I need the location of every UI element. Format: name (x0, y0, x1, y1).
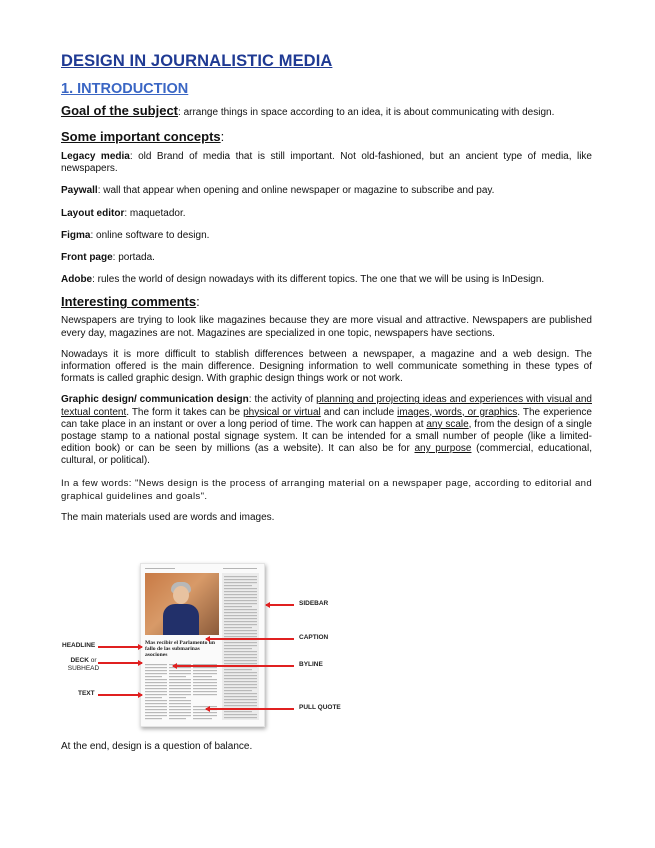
definition-front-page (61, 252, 592, 264)
newspaper-text-line (193, 712, 217, 713)
label-subhead: SUBHEAD (67, 665, 100, 672)
comments-paragraph-2: Nowadays it is more difficult to stablish differences between a newspaper, a magazine and a web design. The information offered is the main difference. Designing information to well communicate something in these types of formats is called graphic design. With graphic design things work or not work. (61, 348, 592, 385)
newspaper-headline: Mas recibir el Parlamento un fallo de las submarinas asociones (145, 640, 216, 658)
definition-paywall (61, 185, 592, 197)
newspaper-text-line (169, 679, 191, 680)
newspaper-text-line (169, 685, 191, 686)
newspaper-text-line (145, 691, 167, 692)
byline-arrow (173, 665, 294, 667)
newspaper-text-line (145, 712, 167, 713)
newspaper-text-line (224, 594, 257, 595)
underlined-span: physical or virtual (243, 406, 321, 418)
newspaper-text-line (224, 585, 252, 586)
label-deck: DECK (70, 657, 89, 664)
text-arrow (98, 694, 142, 696)
newspaper-text-line (169, 709, 191, 710)
text-span: . The experience can take place in an instant or over a long period of time. The work can happen at (61, 406, 592, 430)
section-heading: 1. INTRODUCTION (61, 81, 189, 97)
newspaper-text-line (224, 579, 257, 580)
newspaper-text-line (145, 667, 167, 668)
definition-text: : rules the world of design nowadays with its different topics. The one that we will be using is InDesign. (92, 274, 545, 286)
newspaper-text-line (169, 688, 191, 689)
newspaper-text-line (145, 664, 167, 665)
newspaper-text-line (145, 670, 167, 671)
newspaper-text-line (224, 621, 257, 622)
newspaper-text-line (145, 673, 167, 674)
newspaper-text-line (145, 700, 167, 701)
newspaper-text-line (224, 669, 252, 670)
newspaper-text-line (169, 706, 191, 707)
graphic-design-paragraph (61, 394, 592, 467)
newspaper-text-line (224, 714, 257, 715)
text-span: : the activity of (248, 394, 317, 406)
materials-sentence: The main materials used are words and images. (61, 511, 275, 523)
newspaper-text-line (169, 682, 191, 683)
definition-text: : online software to design. (90, 229, 210, 241)
newspaper-text-line (193, 691, 217, 692)
newspaper-text-line (145, 676, 162, 677)
newspaper-text-line (224, 588, 257, 589)
deck-arrow (98, 662, 142, 664)
label-caption: CAPTION (299, 634, 329, 641)
newspaper-text-line (145, 682, 167, 683)
label-headline: HEADLINE (62, 642, 96, 649)
news-design-quote: In a few words: "News design is the process of arranging material on a newspaper page, according to editorial and graphical guidelines and goals". (61, 477, 592, 502)
newspaper-anatomy-figure (56, 563, 356, 729)
caption-arrow (206, 638, 294, 640)
newspaper-text-line (224, 642, 257, 643)
newspaper-text-line (169, 712, 191, 713)
definition-text: : wall that appear when opening and online newspaper or magazine to subscribe and pay. (97, 185, 495, 197)
newspaper-text-line (224, 597, 257, 598)
document-content (61, 52, 592, 524)
newspaper-text-line (169, 670, 191, 671)
newspaper-text-line (224, 600, 257, 601)
newspaper-text-line (145, 679, 167, 680)
label-byline: BYLINE (299, 661, 323, 668)
newspaper-text-line (224, 615, 257, 616)
newspaper-text-line (145, 709, 167, 710)
newspaper-text-line (169, 676, 186, 677)
newspaper-text-line (224, 606, 252, 607)
underlined-span: any scale (426, 418, 469, 430)
newspaper-text-line (193, 718, 212, 719)
definition-term: Paywall (61, 185, 98, 197)
text-span: (commercial, educational, cultural, or political). (61, 443, 592, 467)
definition-text: : maquetador. (124, 207, 186, 219)
newspaper-text-line (169, 703, 191, 704)
headline-arrow (98, 646, 142, 648)
newspaper-text-line (193, 673, 217, 674)
newspaper-text-line (224, 684, 257, 685)
newspaper-text-line (145, 697, 162, 698)
definition-figma (61, 230, 592, 242)
newspaper-text-line (224, 648, 252, 649)
definition-legacy-media (61, 151, 592, 175)
concepts-heading-text: Some important concepts (61, 129, 221, 144)
newspaper-text-line (169, 697, 186, 698)
newspaper-text-line (169, 700, 191, 701)
definition-adobe (61, 274, 592, 286)
newspaper-text-line (193, 715, 217, 716)
newspaper-text-line (224, 696, 257, 697)
definition-term: Front page (61, 252, 113, 264)
label-sidebar: SIDEBAR (299, 600, 329, 607)
newspaper-text-line (193, 682, 217, 683)
newspaper-text-line (224, 612, 257, 613)
newspaper-text-columns (141, 564, 264, 726)
newspaper-text-line (193, 670, 217, 671)
newspaper-text-line (224, 654, 257, 655)
newspaper-text-line (224, 699, 257, 700)
underlined-span: planning and projecting ideas and experiences with visual and textual content (61, 394, 592, 418)
newspaper-text-line (169, 694, 191, 695)
newspaper-text-line (224, 624, 257, 625)
document-title: DESIGN IN JOURNALISTIC MEDIA (61, 52, 333, 70)
sidebar-arrow (266, 604, 294, 606)
newspaper-text-line (169, 691, 191, 692)
newspaper-text-line (224, 678, 257, 679)
newspaper-text-line (193, 685, 217, 686)
goal-text: : arrange things in space according to an idea, it is about communicating with design. (178, 107, 555, 118)
newspaper-text-line (224, 618, 257, 619)
label-pull-quote: PULL QUOTE (299, 704, 341, 711)
newspaper-text-line (224, 576, 257, 577)
newspaper-text-line (145, 688, 167, 689)
comments-heading-text: Interesting comments (61, 294, 197, 310)
newspaper-text-line (224, 705, 257, 706)
newspaper-text-line (224, 582, 257, 583)
label-deck-subhead (66, 657, 101, 673)
newspaper-text-line (224, 630, 257, 631)
comments-paragraph-1: Newspapers are trying to look like magazines because they are more visual and attractive. Newspapers are published every day, magazines are not. Magazines are specialized in one topic, newspapers have sections. (61, 315, 592, 339)
underlined-span: any purpose (414, 443, 472, 455)
newspaper-text-line (224, 681, 257, 682)
newspaper-text-line (169, 718, 186, 719)
newspaper-text-line (224, 633, 257, 634)
newspaper-text-line (224, 717, 257, 718)
closing-sentence: At the end, design is a question of balance. (61, 741, 253, 752)
pull-quote-arrow (206, 708, 294, 710)
newspaper-text-line (145, 706, 167, 707)
newspaper-text-line (224, 672, 257, 673)
newspaper-page-image (140, 563, 265, 727)
text-span: . The form it takes can be (126, 406, 244, 418)
concepts-heading-colon: : (220, 129, 225, 144)
newspaper-text-line (145, 703, 167, 704)
graphic-design-term: Graphic design/ communication design (61, 394, 249, 406)
underlined-span: images, words, or graphics (397, 406, 518, 418)
goal-paragraph (61, 104, 592, 119)
definition-term: Adobe (61, 274, 93, 286)
newspaper-text-line (193, 694, 217, 695)
newspaper-text-line (224, 711, 252, 712)
text-span: and can include (320, 406, 398, 418)
newspaper-text-line (224, 687, 257, 688)
text-span: , from the design of a single postage stamp to a national postal signage system. It can be intended for a small number of people (like a limited-edition book) or can be seen by millions (as a website). It can also be for (61, 418, 592, 455)
newspaper-text-line (224, 603, 257, 604)
goal-label: Goal of the subject (61, 103, 179, 118)
newspaper-text-line (224, 675, 257, 676)
definition-term: Figma (61, 229, 91, 241)
newspaper-text-line (169, 715, 191, 716)
newspaper-text-line (145, 685, 167, 686)
newspaper-text-line (224, 660, 257, 661)
newspaper-text-line (145, 718, 162, 719)
newspaper-text-line (224, 702, 257, 703)
newspaper-text-line (193, 667, 217, 668)
definition-text: : old Brand of media that is still important. Not old-fashioned, but an ancient type of media, like newspapers. (61, 151, 592, 175)
newspaper-text-line (193, 688, 217, 689)
definition-term: Legacy media (61, 151, 130, 162)
newspaper-text-line (224, 627, 252, 628)
definition-layout-editor (61, 208, 592, 220)
newspaper-text-line (224, 651, 257, 652)
label-text: TEXT (78, 690, 95, 697)
comments-heading-colon: : (196, 294, 200, 310)
newspaper-text-line (224, 645, 257, 646)
label-or: or (90, 657, 97, 664)
definition-text: : portada. (112, 252, 155, 264)
newspaper-text-line (145, 715, 167, 716)
definition-term: Layout editor (61, 207, 125, 219)
newspaper-text-line (193, 676, 212, 677)
newspaper-text-line (145, 694, 167, 695)
newspaper-text-line (224, 657, 257, 658)
newspaper-text-line (224, 693, 257, 694)
newspaper-text-line (193, 679, 217, 680)
newspaper-text-line (224, 591, 257, 592)
newspaper-text-line (224, 609, 257, 610)
newspaper-text-line (224, 690, 252, 691)
comments-heading (61, 294, 592, 309)
concepts-heading (61, 129, 592, 144)
newspaper-text-line (169, 673, 191, 674)
